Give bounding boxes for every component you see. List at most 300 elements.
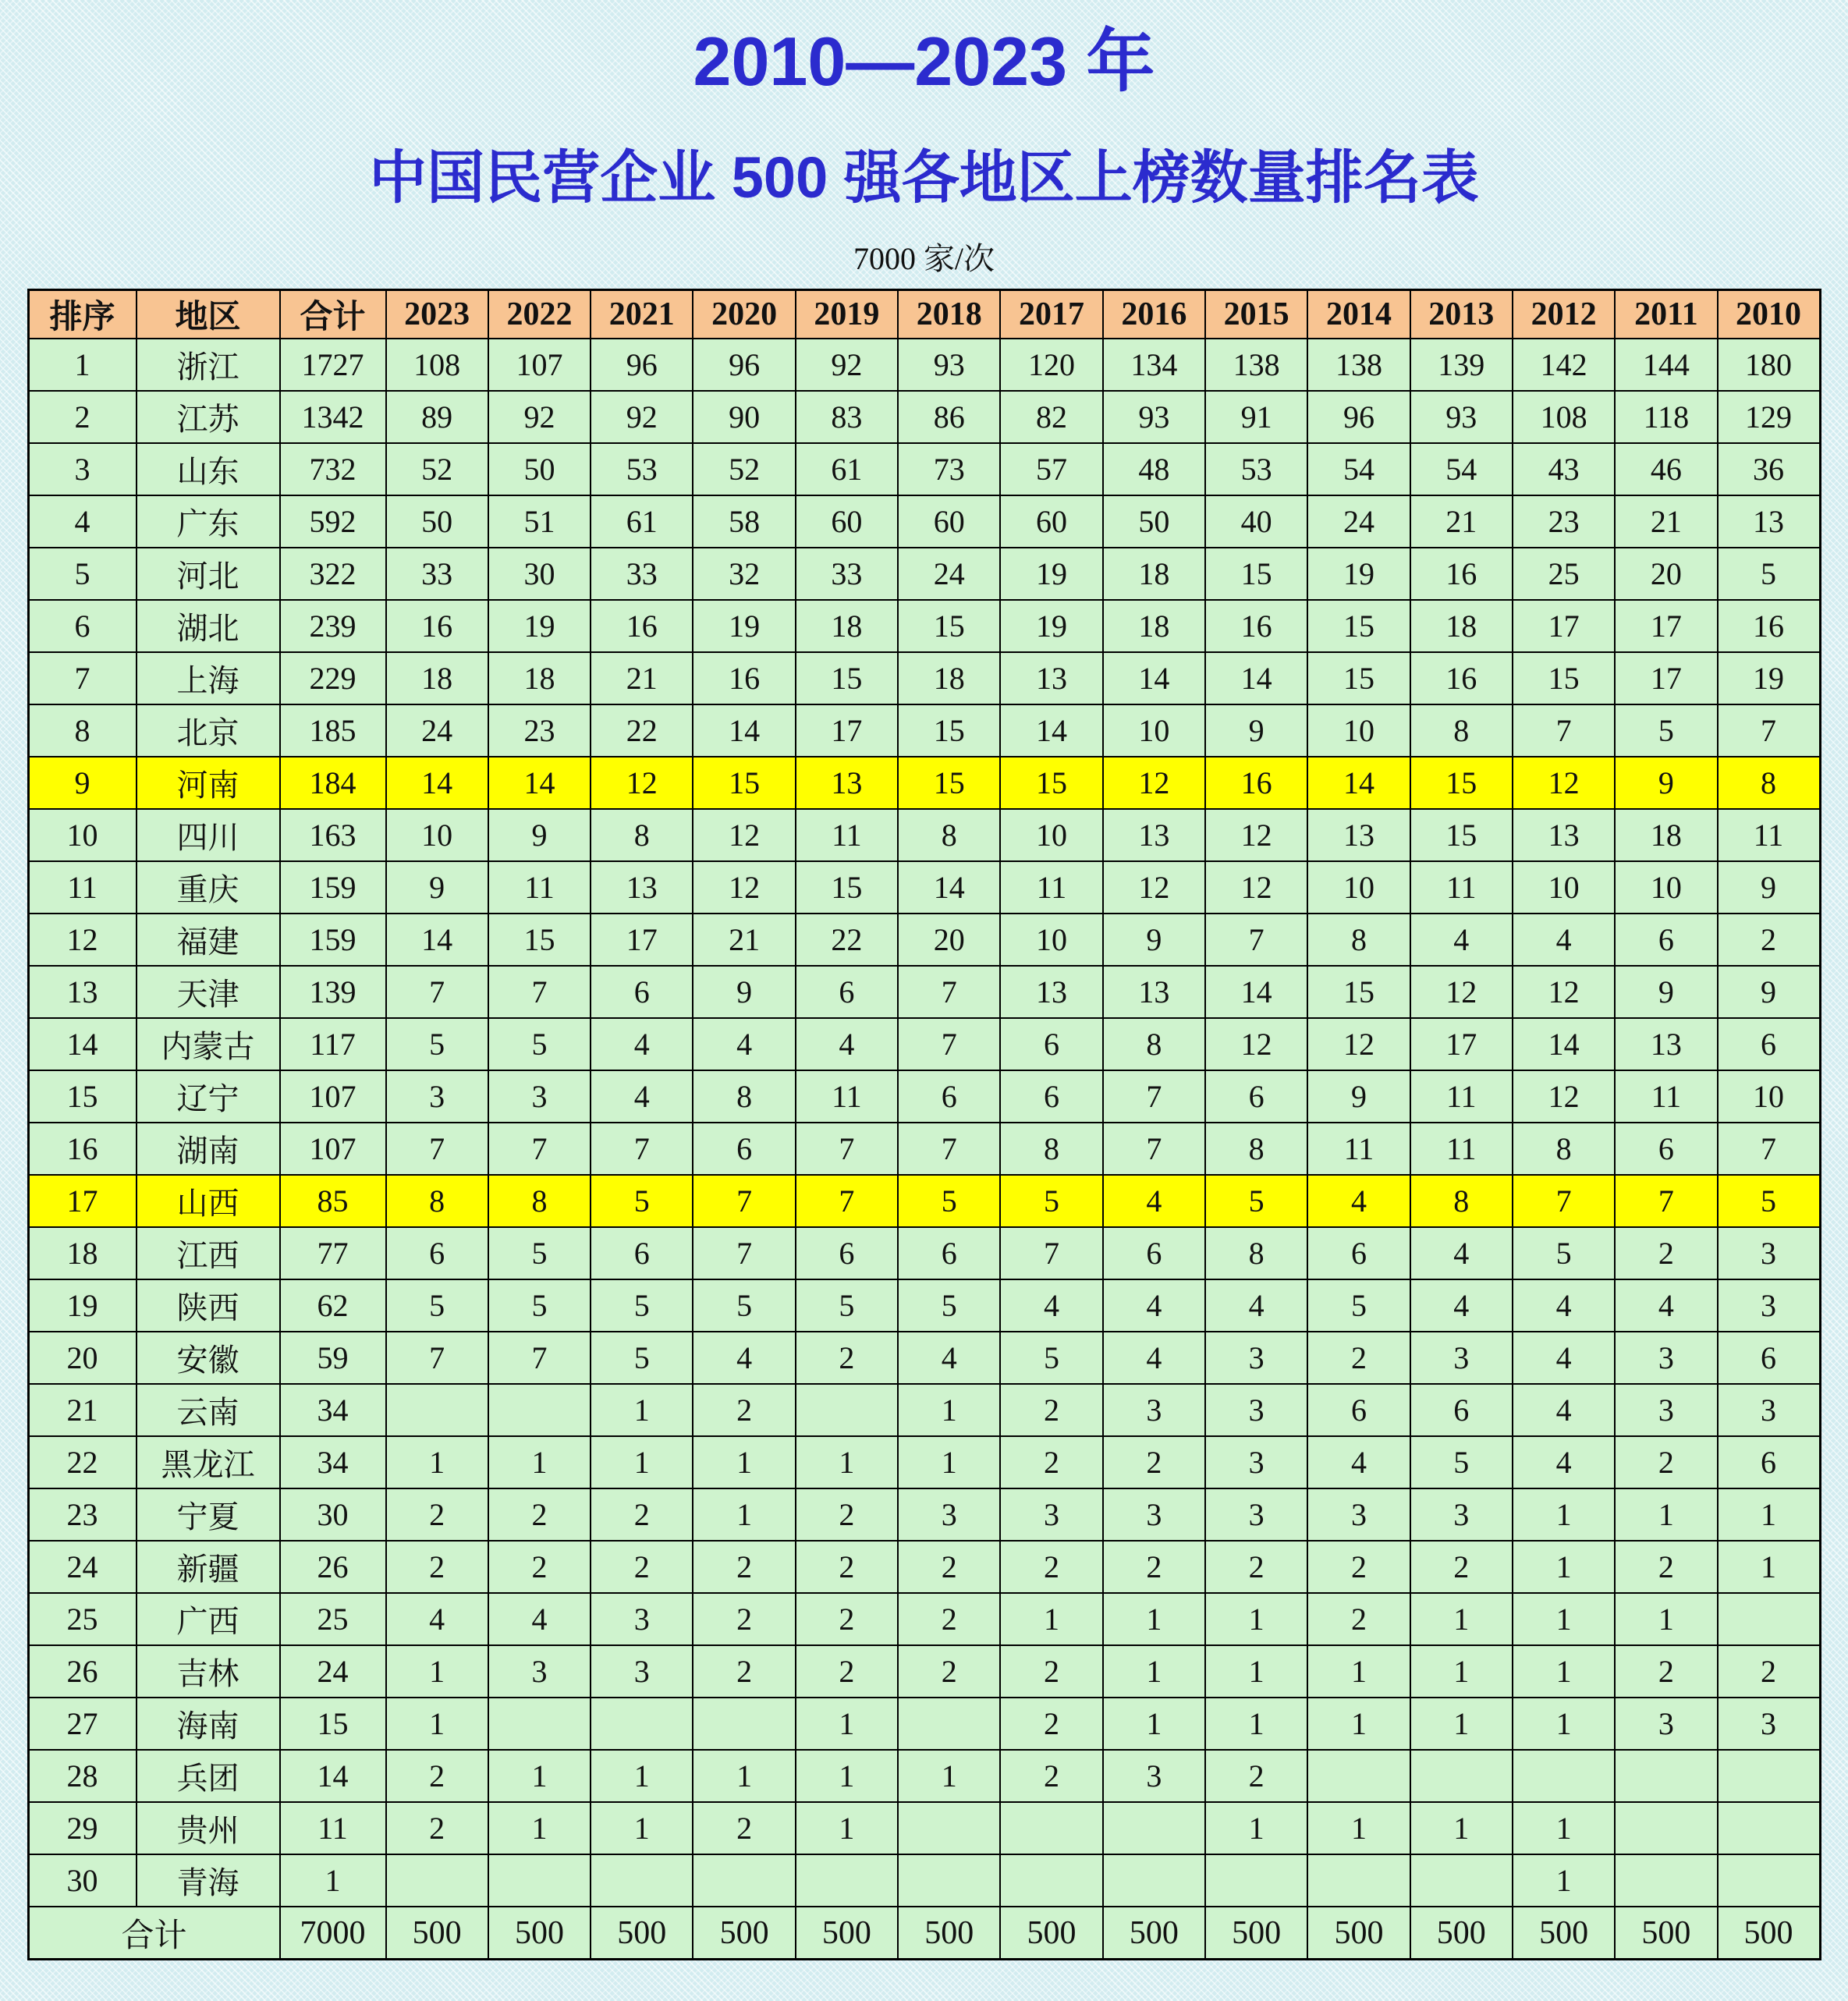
- year-cell-2010: 11: [1718, 809, 1820, 861]
- year-cell-2010: 9: [1718, 966, 1820, 1018]
- rank-cell: 26: [28, 1645, 137, 1698]
- year-cell-2017: 19: [1000, 600, 1102, 652]
- rank-cell: 28: [28, 1750, 137, 1802]
- year-cell-2011: 118: [1615, 391, 1717, 443]
- year-cell-2018: 86: [898, 391, 1000, 443]
- year-cell-2010: 9: [1718, 861, 1820, 914]
- year-cell-2017: 14: [1000, 704, 1102, 757]
- year-total-cell-2013: 500: [1410, 1907, 1513, 1960]
- year-cell-2016: 18: [1103, 548, 1205, 600]
- year-cell-2023: 3: [386, 1070, 488, 1123]
- year-cell-2023: 6: [386, 1227, 488, 1279]
- rank-cell: 11: [28, 861, 137, 914]
- region-row-4: [28, 495, 1820, 548]
- year-cell-2018: 4: [898, 1332, 1000, 1384]
- year-cell-2015: 6: [1205, 1070, 1307, 1123]
- total-cell: 77: [280, 1227, 386, 1279]
- region-row-16: [28, 1123, 1820, 1175]
- unit-label: 7000 家/次: [853, 241, 995, 277]
- year-cell-2011: 17: [1615, 652, 1717, 704]
- year-cell-2013: 16: [1410, 652, 1513, 704]
- rank-cell: 15: [28, 1070, 137, 1123]
- year-cell-2016: 1: [1103, 1645, 1205, 1698]
- total-cell: 117: [280, 1018, 386, 1070]
- year-cell-2012: 1: [1513, 1698, 1615, 1750]
- region-row-19: [28, 1279, 1820, 1332]
- year-cell-2012: 4: [1513, 1436, 1615, 1488]
- year-cell-2017: 10: [1000, 914, 1102, 966]
- year-cell-2014: 96: [1307, 391, 1410, 443]
- rank-cell: 16: [28, 1123, 137, 1175]
- year-cell-2010: 3: [1718, 1227, 1820, 1279]
- year-cell-2022: 92: [488, 391, 591, 443]
- total-cell: 185: [280, 704, 386, 757]
- year-cell-2020: 2: [693, 1593, 795, 1645]
- year-cell-2015: 14: [1205, 966, 1307, 1018]
- year-cell-2015: 138: [1205, 339, 1307, 391]
- year-cell-2023: 5: [386, 1018, 488, 1070]
- year-cell-2020: 90: [693, 391, 795, 443]
- year-cell-2021: 92: [591, 391, 693, 443]
- region-cell: 上海: [137, 652, 280, 704]
- year-cell-2016: 50: [1103, 495, 1205, 548]
- year-cell-2021: 1: [591, 1802, 693, 1854]
- year-cell-2013: 54: [1410, 443, 1513, 495]
- year-cell-2011: 2: [1615, 1436, 1717, 1488]
- rank-cell: 21: [28, 1384, 137, 1436]
- region-cell: 北京: [137, 704, 280, 757]
- year-cell-2014: 2: [1307, 1593, 1410, 1645]
- year-cell-2010: 3: [1718, 1698, 1820, 1750]
- year-cell-2011: 17: [1615, 600, 1717, 652]
- year-cell-2023: 14: [386, 757, 488, 809]
- region-row-6: [28, 600, 1820, 652]
- year-cell-2010: [1718, 1750, 1820, 1802]
- year-cell-2021: 96: [591, 339, 693, 391]
- region-row-23: [28, 1488, 1820, 1541]
- table-body: [28, 339, 1820, 1960]
- year-cell-2011: 9: [1615, 757, 1717, 809]
- year-cell-2022: 23: [488, 704, 591, 757]
- total-cell: 34: [280, 1384, 386, 1436]
- year-cell-2015: 12: [1205, 809, 1307, 861]
- year-cell-2015: 1: [1205, 1698, 1307, 1750]
- year-cell-2023: 7: [386, 966, 488, 1018]
- year-cell-2021: 13: [591, 861, 693, 914]
- region-cell: 广西: [137, 1593, 280, 1645]
- rank-cell: 27: [28, 1698, 137, 1750]
- total-cell: 34: [280, 1436, 386, 1488]
- total-cell: 107: [280, 1070, 386, 1123]
- total-cell: 184: [280, 757, 386, 809]
- rank-cell: 9: [28, 757, 137, 809]
- year-cell-2018: 8: [898, 809, 1000, 861]
- year-cell-2020: 1: [693, 1436, 795, 1488]
- year-cell-2022: [488, 1698, 591, 1750]
- year-cell-2012: [1513, 1750, 1615, 1802]
- year-cell-2020: 2: [693, 1384, 795, 1436]
- year-cell-2023: 33: [386, 548, 488, 600]
- year-cell-2016: 9: [1103, 914, 1205, 966]
- region-cell: 广东: [137, 495, 280, 548]
- year-cell-2021: 12: [591, 757, 693, 809]
- year-cell-2010: 6: [1718, 1436, 1820, 1488]
- year-cell-2023: 1: [386, 1645, 488, 1698]
- year-cell-2016: 14: [1103, 652, 1205, 704]
- year-cell-2015: 9: [1205, 704, 1307, 757]
- year-cell-2014: 1: [1307, 1802, 1410, 1854]
- year-cell-2022: 3: [488, 1070, 591, 1123]
- year-cell-2012: 7: [1513, 704, 1615, 757]
- region-cell: 海南: [137, 1698, 280, 1750]
- year-cell-2014: 10: [1307, 861, 1410, 914]
- year-total-cell-2018: 500: [898, 1907, 1000, 1960]
- year-cell-2017: 11: [1000, 861, 1102, 914]
- region-cell: 辽宁: [137, 1070, 280, 1123]
- year-cell-2012: 12: [1513, 757, 1615, 809]
- year-cell-2012: 1: [1513, 1541, 1615, 1593]
- year-cell-2017: 2: [1000, 1384, 1102, 1436]
- year-cell-2019: 11: [796, 809, 898, 861]
- year-cell-2019: 1: [796, 1750, 898, 1802]
- year-cell-2018: [898, 1802, 1000, 1854]
- year-cell-2014: 15: [1307, 966, 1410, 1018]
- year-cell-2014: 1: [1307, 1698, 1410, 1750]
- year-cell-2016: 4: [1103, 1279, 1205, 1332]
- rank-cell: 20: [28, 1332, 137, 1384]
- year-cell-2017: 7: [1000, 1227, 1102, 1279]
- year-cell-2016: 1: [1103, 1593, 1205, 1645]
- year-cell-2023: 9: [386, 861, 488, 914]
- year-cell-2019: 2: [796, 1332, 898, 1384]
- region-row-12: [28, 914, 1820, 966]
- year-cell-2017: 6: [1000, 1070, 1102, 1123]
- year-cell-2018: 15: [898, 757, 1000, 809]
- year-cell-2013: 11: [1410, 1123, 1513, 1175]
- column-header-2010: 2010: [1718, 290, 1820, 339]
- year-cell-2021: 2: [591, 1488, 693, 1541]
- year-cell-2017: 2: [1000, 1750, 1102, 1802]
- year-total-cell-2015: 500: [1205, 1907, 1307, 1960]
- year-cell-2014: 12: [1307, 1018, 1410, 1070]
- year-cell-2015: 3: [1205, 1436, 1307, 1488]
- year-cell-2017: 13: [1000, 652, 1102, 704]
- year-cell-2015: 14: [1205, 652, 1307, 704]
- column-header-排序: 排序: [28, 290, 137, 339]
- year-total-cell-2023: 500: [386, 1907, 488, 1960]
- year-cell-2015: 1: [1205, 1802, 1307, 1854]
- year-cell-2018: 6: [898, 1070, 1000, 1123]
- year-cell-2014: 1: [1307, 1645, 1410, 1698]
- region-row-10: [28, 809, 1820, 861]
- region-cell: 内蒙古: [137, 1018, 280, 1070]
- table-header: [28, 290, 1820, 339]
- year-cell-2018: 14: [898, 861, 1000, 914]
- year-cell-2018: 7: [898, 1123, 1000, 1175]
- year-cell-2020: 4: [693, 1018, 795, 1070]
- year-cell-2021: 22: [591, 704, 693, 757]
- year-cell-2023: 14: [386, 914, 488, 966]
- year-cell-2019: 1: [796, 1698, 898, 1750]
- year-cell-2022: 30: [488, 548, 591, 600]
- year-cell-2010: 8: [1718, 757, 1820, 809]
- year-cell-2019: 6: [796, 966, 898, 1018]
- year-cell-2021: 3: [591, 1645, 693, 1698]
- year-cell-2018: 73: [898, 443, 1000, 495]
- year-cell-2014: [1307, 1750, 1410, 1802]
- year-total-cell-2010: 500: [1718, 1907, 1820, 1960]
- year-cell-2013: 1: [1410, 1698, 1513, 1750]
- year-cell-2016: 12: [1103, 861, 1205, 914]
- year-cell-2016: 4: [1103, 1332, 1205, 1384]
- region-row-27: [28, 1698, 1820, 1750]
- column-header-合计: 合计: [280, 290, 386, 339]
- rank-cell: 23: [28, 1488, 137, 1541]
- year-cell-2011: 6: [1615, 914, 1717, 966]
- year-cell-2021: 16: [591, 600, 693, 652]
- ranking-table: [27, 289, 1821, 1960]
- year-cell-2015: 12: [1205, 1018, 1307, 1070]
- region-cell: 重庆: [137, 861, 280, 914]
- year-cell-2020: [693, 1854, 795, 1907]
- year-cell-2019: 2: [796, 1593, 898, 1645]
- total-cell: 11: [280, 1802, 386, 1854]
- year-cell-2020: 4: [693, 1332, 795, 1384]
- year-cell-2010: [1718, 1593, 1820, 1645]
- year-cell-2014: 14: [1307, 757, 1410, 809]
- year-cell-2021: 61: [591, 495, 693, 548]
- year-cell-2022: 107: [488, 339, 591, 391]
- region-cell: 河南: [137, 757, 280, 809]
- year-cell-2023: 2: [386, 1750, 488, 1802]
- year-cell-2019: 61: [796, 443, 898, 495]
- total-cell: 1: [280, 1854, 386, 1907]
- rank-cell: 17: [28, 1175, 137, 1227]
- rank-cell: 30: [28, 1854, 137, 1907]
- year-cell-2019: 17: [796, 704, 898, 757]
- year-cell-2022: 2: [488, 1541, 591, 1593]
- total-cell: 159: [280, 861, 386, 914]
- year-cell-2017: 82: [1000, 391, 1102, 443]
- region-cell: 安徽: [137, 1332, 280, 1384]
- year-cell-2010: 36: [1718, 443, 1820, 495]
- region-cell: 浙江: [137, 339, 280, 391]
- year-cell-2013: [1410, 1854, 1513, 1907]
- year-cell-2017: 2: [1000, 1541, 1102, 1593]
- year-cell-2016: 48: [1103, 443, 1205, 495]
- year-cell-2016: 13: [1103, 809, 1205, 861]
- region-row-20: [28, 1332, 1820, 1384]
- year-cell-2013: 4: [1410, 1227, 1513, 1279]
- rank-cell: 14: [28, 1018, 137, 1070]
- year-cell-2017: 13: [1000, 966, 1102, 1018]
- year-cell-2012: 4: [1513, 1279, 1615, 1332]
- year-cell-2012: 4: [1513, 1384, 1615, 1436]
- year-total-cell-2011: 500: [1615, 1907, 1717, 1960]
- total-cell: 59: [280, 1332, 386, 1384]
- year-cell-2016: 93: [1103, 391, 1205, 443]
- rank-cell: 22: [28, 1436, 137, 1488]
- year-cell-2010: 6: [1718, 1018, 1820, 1070]
- year-cell-2015: 91: [1205, 391, 1307, 443]
- year-cell-2022: 51: [488, 495, 591, 548]
- column-header-2014: 2014: [1307, 290, 1410, 339]
- year-cell-2020: 2: [693, 1541, 795, 1593]
- region-row-25: [28, 1593, 1820, 1645]
- year-cell-2013: 93: [1410, 391, 1513, 443]
- year-cell-2021: 8: [591, 809, 693, 861]
- region-cell: 青海: [137, 1854, 280, 1907]
- total-cell: 163: [280, 809, 386, 861]
- region-cell: 贵州: [137, 1802, 280, 1854]
- year-cell-2015: 2: [1205, 1541, 1307, 1593]
- year-cell-2016: 13: [1103, 966, 1205, 1018]
- total-row-label: 合计: [28, 1907, 280, 1960]
- year-cell-2022: 5: [488, 1279, 591, 1332]
- year-cell-2015: 16: [1205, 600, 1307, 652]
- column-header-2015: 2015: [1205, 290, 1307, 339]
- region-cell: 湖北: [137, 600, 280, 652]
- year-cell-2016: 134: [1103, 339, 1205, 391]
- year-cell-2013: 8: [1410, 704, 1513, 757]
- year-cell-2011: 46: [1615, 443, 1717, 495]
- column-header-2012: 2012: [1513, 290, 1615, 339]
- year-cell-2019: 18: [796, 600, 898, 652]
- year-cell-2015: 1: [1205, 1593, 1307, 1645]
- year-cell-2019: 83: [796, 391, 898, 443]
- region-cell: 湖南: [137, 1123, 280, 1175]
- year-cell-2016: 2: [1103, 1436, 1205, 1488]
- year-cell-2016: 12: [1103, 757, 1205, 809]
- year-cell-2018: 7: [898, 966, 1000, 1018]
- column-header-2018: 2018: [898, 290, 1000, 339]
- region-cell: 山西: [137, 1175, 280, 1227]
- year-cell-2014: 2: [1307, 1541, 1410, 1593]
- column-header-2022: 2022: [488, 290, 591, 339]
- year-cell-2015: 15: [1205, 548, 1307, 600]
- year-cell-2011: 5: [1615, 704, 1717, 757]
- year-cell-2017: 15: [1000, 757, 1102, 809]
- year-cell-2023: 1: [386, 1698, 488, 1750]
- region-row-22: [28, 1436, 1820, 1488]
- region-cell: 云南: [137, 1384, 280, 1436]
- year-cell-2016: 3: [1103, 1750, 1205, 1802]
- year-cell-2018: 1: [898, 1384, 1000, 1436]
- year-cell-2020: [693, 1698, 795, 1750]
- year-cell-2018: 5: [898, 1175, 1000, 1227]
- total-cell: 107: [280, 1123, 386, 1175]
- year-cell-2011: [1615, 1854, 1717, 1907]
- year-cell-2011: 9: [1615, 966, 1717, 1018]
- year-cell-2016: 10: [1103, 704, 1205, 757]
- region-cell: 新疆: [137, 1541, 280, 1593]
- year-cell-2020: 6: [693, 1123, 795, 1175]
- year-cell-2017: [1000, 1802, 1102, 1854]
- year-cell-2012: 12: [1513, 1070, 1615, 1123]
- year-cell-2022: [488, 1854, 591, 1907]
- year-cell-2014: 8: [1307, 914, 1410, 966]
- column-header-2019: 2019: [796, 290, 898, 339]
- year-cell-2023: 5: [386, 1279, 488, 1332]
- year-cell-2022: [488, 1384, 591, 1436]
- year-cell-2012: 10: [1513, 861, 1615, 914]
- year-cell-2013: 15: [1410, 809, 1513, 861]
- year-cell-2013: 15: [1410, 757, 1513, 809]
- year-cell-2012: 4: [1513, 914, 1615, 966]
- year-cell-2010: 19: [1718, 652, 1820, 704]
- year-cell-2012: 15: [1513, 652, 1615, 704]
- year-cell-2017: 120: [1000, 339, 1102, 391]
- year-cell-2014: 2: [1307, 1332, 1410, 1384]
- year-cell-2020: 96: [693, 339, 795, 391]
- year-cell-2015: 3: [1205, 1488, 1307, 1541]
- year-cell-2022: 5: [488, 1227, 591, 1279]
- year-cell-2013: 17: [1410, 1018, 1513, 1070]
- year-cell-2018: 2: [898, 1645, 1000, 1698]
- year-cell-2015: 3: [1205, 1384, 1307, 1436]
- year-cell-2015: 16: [1205, 757, 1307, 809]
- year-cell-2010: 16: [1718, 600, 1820, 652]
- column-header-2023: 2023: [386, 290, 488, 339]
- year-cell-2010: 1: [1718, 1541, 1820, 1593]
- year-cell-2012: 17: [1513, 600, 1615, 652]
- year-cell-2016: 3: [1103, 1384, 1205, 1436]
- year-cell-2023: 50: [386, 495, 488, 548]
- year-cell-2017: 4: [1000, 1279, 1102, 1332]
- year-cell-2023: 89: [386, 391, 488, 443]
- year-cell-2017: [1000, 1854, 1102, 1907]
- year-cell-2012: 5: [1513, 1227, 1615, 1279]
- year-cell-2012: 8: [1513, 1123, 1615, 1175]
- year-cell-2019: 7: [796, 1123, 898, 1175]
- region-row-29: [28, 1802, 1820, 1854]
- year-cell-2015: 4: [1205, 1279, 1307, 1332]
- year-cell-2013: 5: [1410, 1436, 1513, 1488]
- year-cell-2020: 7: [693, 1227, 795, 1279]
- rank-cell: 13: [28, 966, 137, 1018]
- year-cell-2022: 8: [488, 1175, 591, 1227]
- region-row-24: [28, 1541, 1820, 1593]
- year-cell-2011: 3: [1615, 1384, 1717, 1436]
- year-cell-2022: 18: [488, 652, 591, 704]
- year-cell-2014: 4: [1307, 1175, 1410, 1227]
- year-cell-2022: 2: [488, 1488, 591, 1541]
- year-cell-2018: 1: [898, 1436, 1000, 1488]
- year-cell-2014: 5: [1307, 1279, 1410, 1332]
- total-cell: 30: [280, 1488, 386, 1541]
- year-cell-2015: 5: [1205, 1175, 1307, 1227]
- year-cell-2010: 180: [1718, 339, 1820, 391]
- year-cell-2021: 21: [591, 652, 693, 704]
- year-cell-2012: 14: [1513, 1018, 1615, 1070]
- rank-cell: 4: [28, 495, 137, 548]
- year-cell-2010: 7: [1718, 1123, 1820, 1175]
- year-cell-2016: 2: [1103, 1541, 1205, 1593]
- year-cell-2010: 129: [1718, 391, 1820, 443]
- year-cell-2022: 7: [488, 966, 591, 1018]
- year-cell-2010: 5: [1718, 548, 1820, 600]
- year-cell-2020: 52: [693, 443, 795, 495]
- rank-cell: 5: [28, 548, 137, 600]
- year-cell-2023: 24: [386, 704, 488, 757]
- year-cell-2020: 12: [693, 809, 795, 861]
- year-cell-2010: 2: [1718, 914, 1820, 966]
- year-cell-2010: 10: [1718, 1070, 1820, 1123]
- region-cell: 四川: [137, 809, 280, 861]
- year-cell-2019: 2: [796, 1488, 898, 1541]
- year-cell-2011: 13: [1615, 1018, 1717, 1070]
- year-cell-2019: 2: [796, 1541, 898, 1593]
